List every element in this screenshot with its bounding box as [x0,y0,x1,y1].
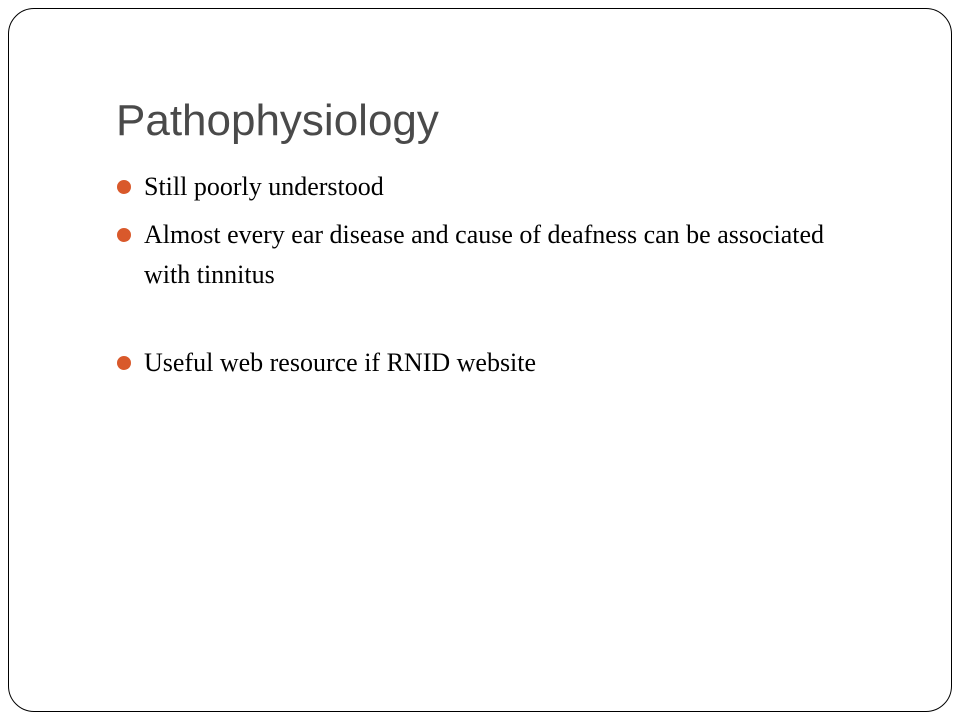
bullet-item [116,167,876,207]
bullet-item [116,343,876,383]
bullet-text: Almost every ear disease and cause of deafness can be associated with tinnitus [144,220,825,289]
bullet-item [116,215,876,295]
slide-title: Pathophysiology [116,96,439,145]
bullet-text: Useful web resource if RNID website [144,348,537,377]
bullet-text: Still poorly understood [144,172,384,201]
bullet-dot-icon [117,228,131,242]
bullet-list [116,167,876,391]
bullet-dot-icon [117,180,131,194]
slide-frame [8,8,952,712]
bullet-dot-icon [117,356,131,370]
